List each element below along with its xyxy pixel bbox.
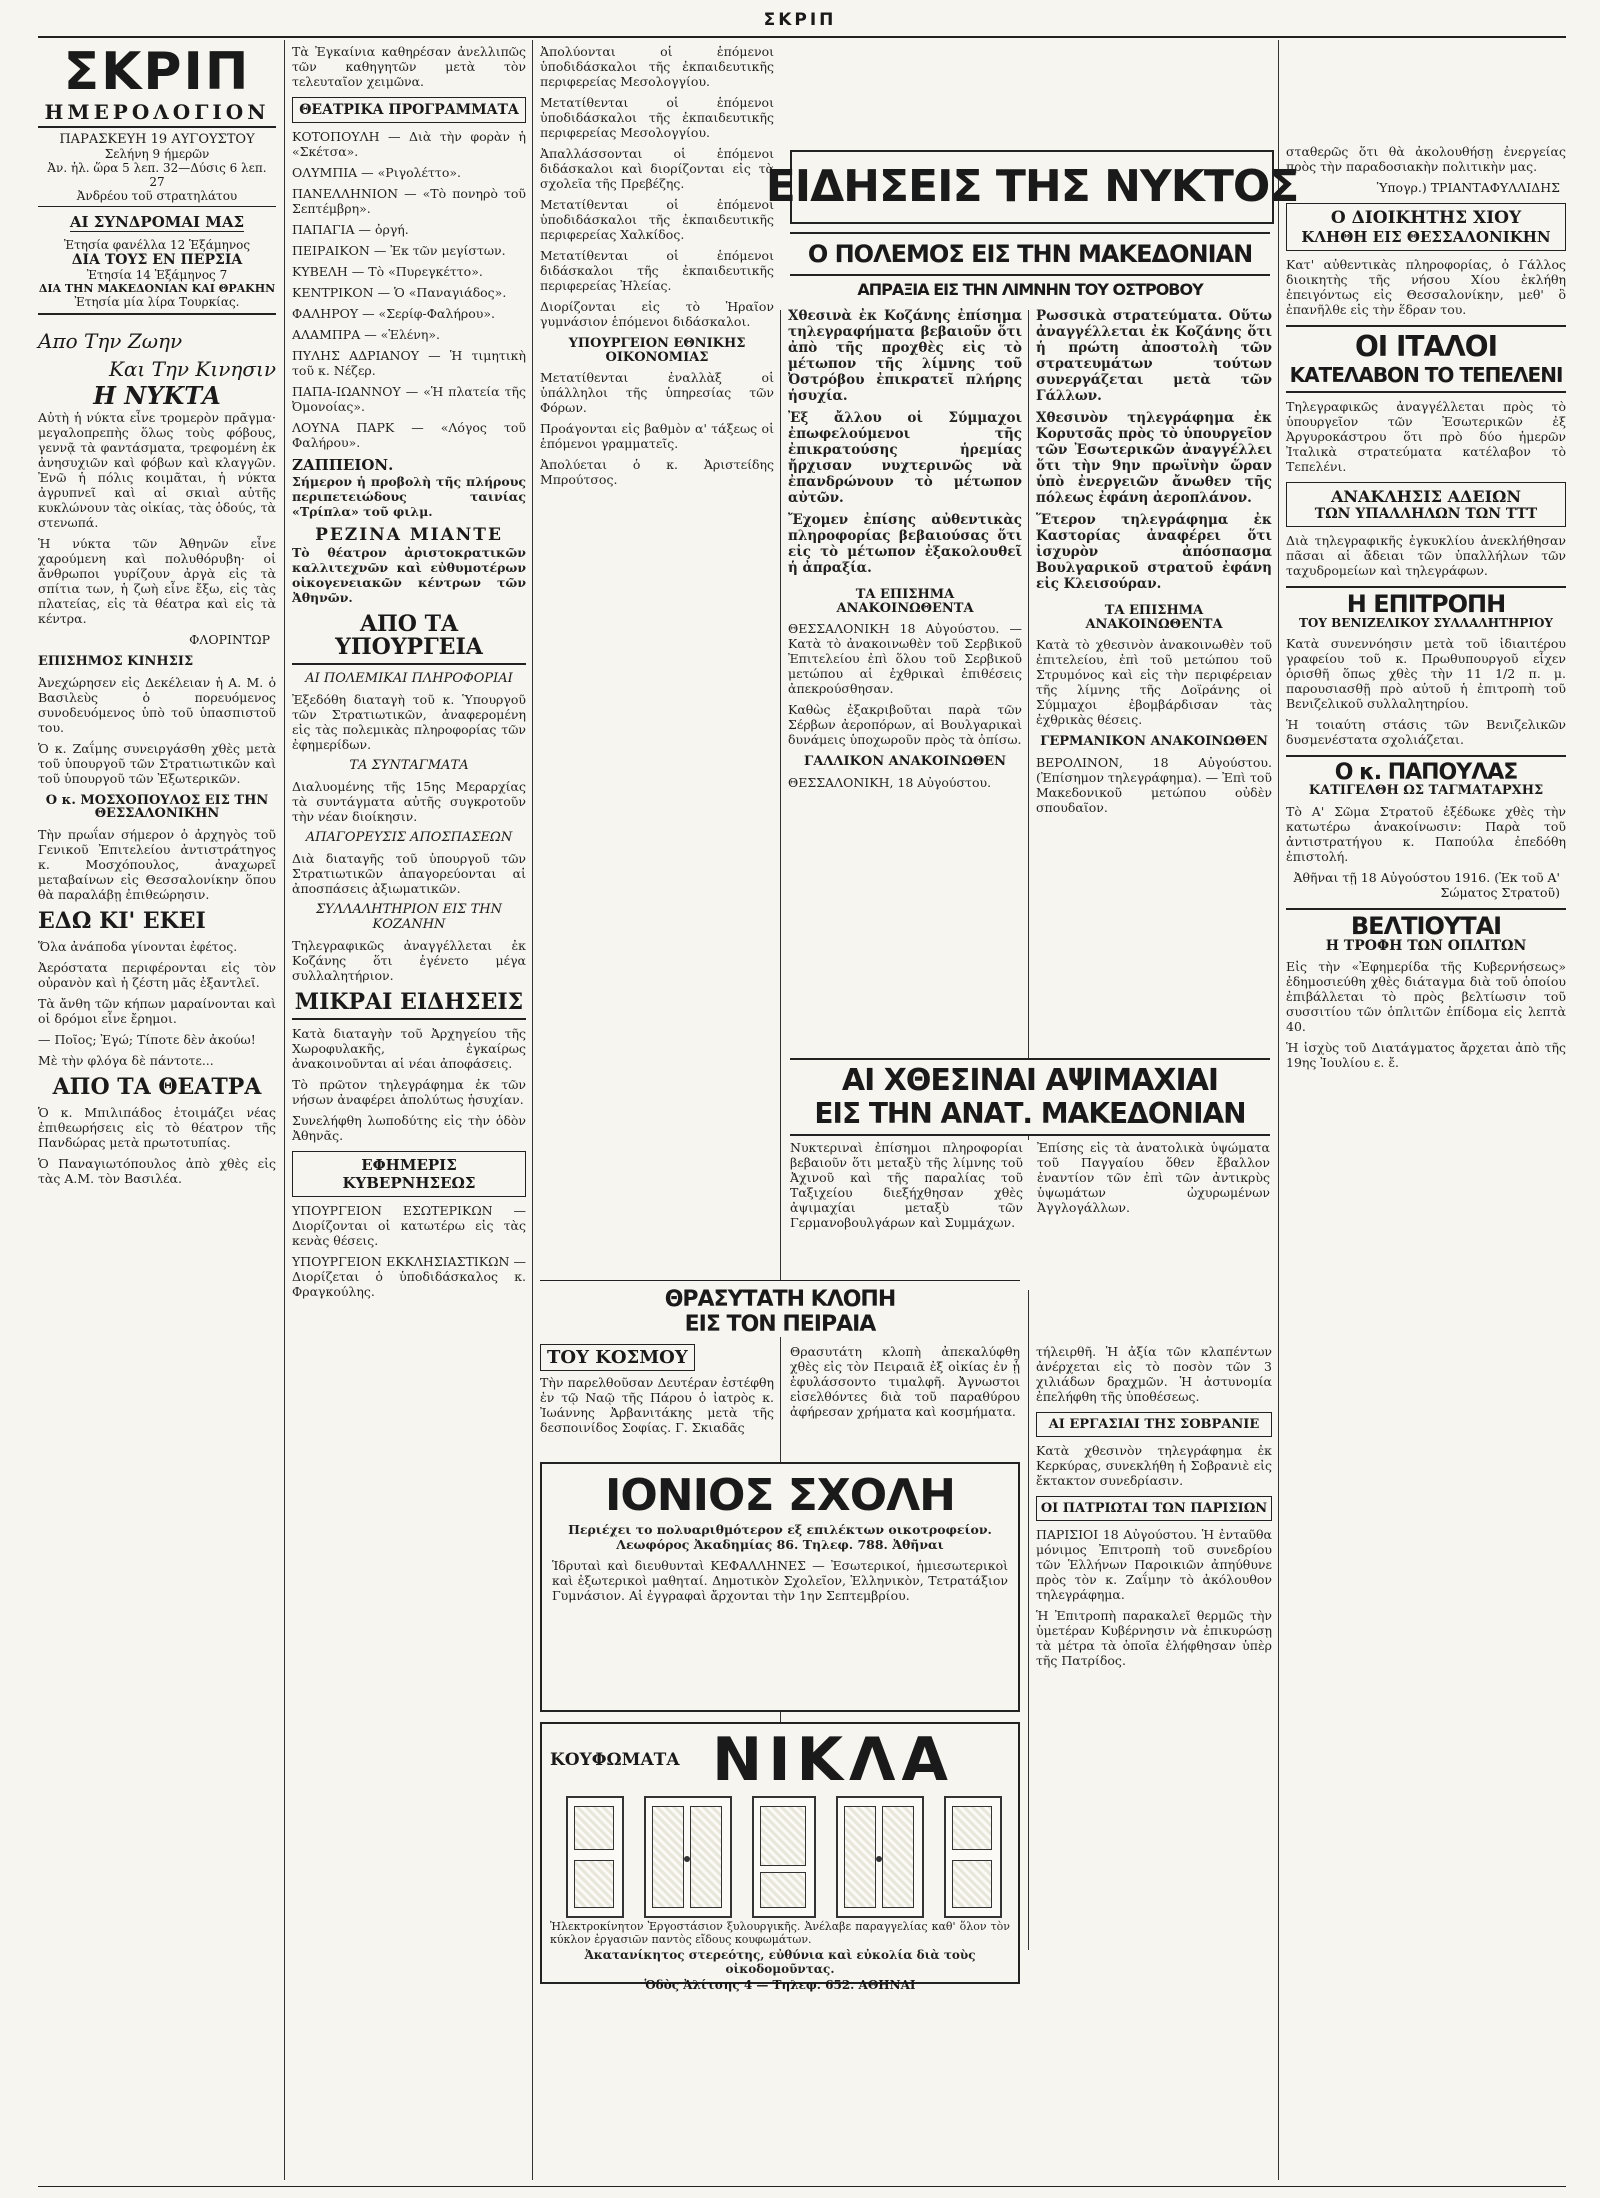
col3-paragraph-2: Μετατίθενται οἱ ἑπόμενοι ὑποδιδάσκαλοι τῆς ἐκπαιδευτικῆς περιφερείας Μεσολογγίου. bbox=[540, 95, 774, 140]
leave-title-2: ΤΩΝ ΥΠΑΛΛΗΛΩΝ ΤΩΝ ΤΤΤ bbox=[1314, 506, 1538, 522]
paris-paragraph-2: Ἡ Ἐπιτροπὴ παρακαλεῖ θερμῶς τὴν ὑμετέραν Κυβέρνησιν νὰ ἐπικυρώσῃ τὰ μέτρα τὰ ὁποῖα ἐλήφθησαν ὑπὲρ τῆς Πατρίδος. bbox=[1036, 1608, 1272, 1668]
theft-continued: τήλειρθῆ. Ἡ ἀξία τῶν κλαπέντων ἀνέρχεται εἰς τὸ ποσὸν τῶν 3 χιλιάδων δραχμῶν. Ἡ ἀστυνομία ἐπελήφθη τῆς ὑποθέσεως. bbox=[1036, 1344, 1272, 1404]
theater-heading: ΑΠΟ ΤΑ ΘΕΑΤΡΑ bbox=[52, 1074, 262, 1101]
door-icon bbox=[836, 1796, 924, 1918]
theft-heading bbox=[540, 1280, 1020, 1337]
subscriptions-line-2: Ἐτησία 14 Ἑξάμηνος 7 bbox=[86, 268, 228, 282]
official-announcements-heading-2: ΤΑ ΕΠΙΣΗΜΑ ΑΝΑΚΟΙΝΩΘΕΝΤΑ bbox=[1085, 603, 1223, 632]
ministries-paragraph-1: Ἐξεδόθη διαταγὴ τοῦ κ. Ὑπουργοῦ τῶν Στρατιωτικῶν, ἀναφερομένη εἰς τὰς πολεμικὰς πληροφορίας τῶν ἐφημερίδων. bbox=[292, 692, 526, 753]
masthead bbox=[38, 44, 276, 315]
masthead-sun: Ἀν. ἡλ. ὥρα 5 λεπ. 32—Δύσις 6 λεπ. 27 bbox=[47, 161, 267, 189]
masthead-saint: Ἀνδρέου τοῦ στρατηλάτου bbox=[38, 189, 276, 207]
program-item: ΠΑΠΑ-ΙΩΑΝΝΟΥ — «Ἡ πλατεία τῆς Ὀμονοίας». bbox=[292, 384, 526, 414]
skirmish-body bbox=[790, 1140, 1270, 1290]
food-heading bbox=[1286, 908, 1566, 954]
nikla-kind: ΚΟΥΦΩΜΑΤΑ bbox=[550, 1750, 680, 1770]
nikla-brand: ΝΙΚΛΑ bbox=[712, 1725, 954, 1795]
food-paragraph: Εἰς τὴν «Ἐφημερίδα τῆς Κυβερνήσεως» ἐδημοσιεύθη χθὲς διάταγμα διὰ τοῦ ὁποίου ἐπιβάλλεται τὸ πρὸς βελτίωσιν τοῦ συσσιτίου τῶν ὁπλιτῶν ἐπίδομα εἰς λεπτὰ 40. bbox=[1286, 959, 1566, 1035]
moschopoulos-heading: Ο κ. ΜΟΣΧΟΠΟΥΛΟΣ ΕΙΣ ΤΗΝ ΘΕΣΣΑΛΟΝΙΚΗΝ bbox=[45, 792, 269, 822]
masthead-title: ΣΚΡΙΠ bbox=[63, 42, 251, 102]
zoe-paragraph-1: Αὐτὴ ἡ νύκτα εἶνε τρομερὸν πρᾶγμα· μεγαλοπρεπὴς ὅλως τοὺς φόβους, γεννᾷ τὰ φαντάσματα, τρεφομένη ἐκ ἀνησυχιῶν καὶ φόβων καὶ κλαγγῶν. Ἐνῶ ἡ πόλις κοιμᾶται, ἡ νύκτα ἀγρυπνεῖ καὶ αἱ σκιαὶ αὐτῆς κυκλώνουν τὰς οἰκίας, τὰς ὁδούς, τὰ στενωπά. bbox=[38, 410, 276, 530]
edo-paragraph-2: Ἀερόστατα περιφέρονται εἰς τὸν οὐρανὸν καὶ ἡ ζέστη μᾶς ἐξαντλεῖ. bbox=[38, 960, 276, 991]
zappeion-paragraph: Σήμερον ἡ προβολὴ τῆς πλήρους περιπετειώδους ταινίας «Τρίπλα» τοῦ φιλμ. bbox=[292, 474, 526, 519]
papoulas-heading bbox=[1286, 755, 1566, 798]
papoulas-title-1: Ο κ. ΠΑΠΟΥΛΑΣ bbox=[1334, 759, 1518, 785]
moschopoulos-paragraph: Τὴν πρωΐαν σήμερον ὁ ἀρχηγὸς τοῦ Γενικοῦ Ἐπιτελείου ἀντιστράτηγος κ. Μοσχόπουλος, ἀναχωρεῖ μεταβαίνων εἰς Θεσσαλονίκην ὅπου θὰ παραλάβῃ ἐπιθεώρησιν. bbox=[38, 826, 276, 902]
chios-title-1: Ο ΔΙΟΙΚΗΤΗΣ ΧΙΟΥ bbox=[1330, 208, 1522, 228]
night-news-banner bbox=[765, 150, 1299, 224]
ostrovo-heading bbox=[790, 280, 1270, 299]
committee-title-2: ΤΟΥ ΒΕΝΙΖΕΛΙΚΟΥ ΣΥΛΛΑΛΗΤΗΡΙΟΥ bbox=[1298, 616, 1553, 631]
subscriptions-macedonia: ΔΙΑ ΤΗΝ ΜΑΚΕΔΟΝΙΑΝ ΚΑΙ ΘΡΑΚΗΝ bbox=[38, 282, 276, 295]
col3-paragraph-3: Ἀπαλλάσσονται οἱ ἑπόμενοι διδάσκαλοι καὶ διορίζονται εἰς τὰ σχολεῖα τῆς Πρεβέζης. bbox=[540, 146, 774, 191]
door-icon bbox=[644, 1796, 732, 1918]
official-movement-heading: ΕΠΙΣΗΜΟΣ ΚΙΝΗΣΙΣ bbox=[38, 654, 194, 669]
nikla-paragraph-2: Ἀκατανίκητος στερεότης, εὐθύνια καὶ εὐκολία διὰ τοὺς οἰκοδομοῦντας. bbox=[584, 1948, 976, 1976]
ministries-heading: ΑΠΟ ΤΑ ΥΠΟΥΡΓΕΙΑ bbox=[292, 613, 526, 665]
italians-paragraph: Τηλεγραφικῶς ἀναγγέλλεται πρὸς τὸ ὑπουργεῖον τῶν Ἐσωτερικῶν ἐξ Ἀργυροκάστρου ὅτι πρὸ δύο ἡμερῶν Ἰταλικὰ στρατεύματα κατέλαβον τὸ Τεπελένι. bbox=[1286, 399, 1566, 474]
zoe-title-3: Η ΝΥΚΤΑ bbox=[93, 381, 221, 410]
official-movement-p2: Ὁ κ. Ζαΐμης συνειργάσθη χθὲς μετὰ τοῦ ὑπουργοῦ τῶν Στρατιωτικῶν καὶ τοῦ ὑπουργοῦ τῶν Ἐξωτερικῶν. bbox=[38, 740, 276, 786]
bottom-rule bbox=[38, 2186, 1566, 2187]
skirmish-heading bbox=[790, 1058, 1270, 1136]
russian-paragraph-1: Ρωσσικὰ στρατεύματα. Οὕτω ἀναγγέλλεται ἐκ Κοζάνης ὅτι ἡ πρώτη ἀποστολὴ τῶν στρατευμάτων τούτων συνεργάζεται μετὰ τῶν Γάλλων. bbox=[1036, 308, 1272, 404]
ionios-school-title: ΙΟΝΙΟΣ ΣΧΟΛΗ bbox=[604, 1470, 955, 1521]
small-news-heading: ΜΙΚΡΑΙ ΕΙΔΗΣΕΙΣ bbox=[292, 991, 526, 1020]
program-item: ΦΑΛΗΡΟΥ — «Σερίφ-Φαλήρου». bbox=[292, 306, 495, 321]
kozani-rally-subheading: ΣΥΛΛΑΛΗΤΗΡΙΟΝ ΕΙΣ ΤΗΝ ΚΟΖΑΝΗΝ bbox=[315, 902, 503, 933]
col-sep-2 bbox=[532, 40, 533, 2180]
subscriptions-line-1: Ἐτησία φανέλλα 12 Ἑξάμηνος bbox=[63, 238, 251, 252]
leave-title-1: ΑΝΑΚΛΗΣΙΣ ΑΔΕΙΩΝ bbox=[1331, 487, 1521, 506]
leave-paragraph: Διὰ τηλεγραφικῆς ἐγκυκλίου ἀνεκλήθησαν πᾶσαι αἱ ἄδειαι τῶν ὑπαλλήλων τῶν ταχυδρομείων καὶ τηλεγράφων. bbox=[1286, 533, 1566, 578]
ionios-school-p2: Ἱδρυταὶ καὶ διευθυνταὶ ΚΕΦΑΛΛΗΝΕΣ — Ἐσωτερικοί, ἡμιεσωτερικοὶ καὶ ἐξωτερικοὶ μαθηταί. Δημοτικὸν Σχολεῖον, Ἑλληνικὸν, Τετρατάξιον Γυμνάσιον. Αἱ ἐγγραφαὶ ἄρχονται τὴν 1ην Σεπτεμβρίου. bbox=[552, 1558, 1008, 1603]
chios-paragraph: Κατ' αὐθεντικὰς πληροφορίας, ὁ Γάλλος διοικητὴς τῆς νήσου Χίου ἐκλήθη ἐπειγόντως εἰς Θεσσαλονίκην, μεθ' ὃ ἐπανῆλθε εἰς τὴν ἕδραν του. bbox=[1286, 257, 1566, 317]
skirmish-paragraph-2: Ἐπίσης εἰς τὰ ἀνατολικὰ ὑψώματα τοῦ Παγγαίου ὅθεν ἔβαλλον ἐναντίον τῶν ἐπὶ τῶν ἀντικρὺς ὑψωμάτων ὠχυρωμένων Ἀγγλογάλλων. bbox=[1037, 1140, 1270, 1215]
column-6 bbox=[1286, 144, 1566, 2184]
zappeion-film: ΡΕΖΙΝΑ ΜΙΑΝΤΕ bbox=[315, 525, 503, 545]
committee-title-1: Η ΕΠΙΤΡΟΠΗ bbox=[1346, 590, 1506, 618]
war-macedonia-heading bbox=[790, 232, 1270, 276]
ministries-paragraph-4: Τηλεγραφικῶς ἀναγγέλλεται ἐκ Κοζάνης ὅτι ἐγένετο μέγα συλλαλητήριον. bbox=[292, 938, 526, 984]
war-info-subheading: ΑΙ ΠΟΛΕΜΙΚΑΙ ΠΛΗΡΟΦΟΡΙΑΙ bbox=[305, 671, 513, 687]
masthead-date: ΠΑΡΑΣΚΕΥΗ 19 ΑΥΓΟΥΣΤΟΥ bbox=[59, 132, 255, 147]
committee-paragraph-2: Ἡ τοιαύτη στάσις τῶν Βενιζελικῶν δυσμενέστατα σχολιάζεται. bbox=[1286, 716, 1566, 747]
leave-recall-heading bbox=[1286, 482, 1566, 527]
theft-title-1: ΘΡΑΣΥΤΑΤΗ ΚΛΟΠΗ bbox=[664, 1287, 896, 1312]
ostrovo-paragraph-3: Ἔχομεν ἐπίσης αὐθεντικὰς πληροφορίας βεβαιούσας ὅτι εἰς τὸ μέτωπον ἐξακολουθεῖ ἡ ἀπραξία. bbox=[788, 512, 1022, 576]
economy-paragraph-1: Μετατίθενται ἐναλλὰξ οἱ ὑπάλληλοι τῆς ὑπηρεσίας τῶν Φόρων. bbox=[540, 370, 774, 416]
programs-heading: ΘΕΑΤΡΙΚΑ ΠΡΟΓΡΑΜΜΑΤΑ bbox=[292, 97, 526, 123]
door-icon bbox=[566, 1796, 624, 1918]
german-heading: ΓΕΡΜΑΝΙΚΟΝ ΑΝΑΚΟΙΝΩΘΕΝ bbox=[1040, 734, 1268, 750]
col3-paragraph-6: Διορίζονται εἰς τὸ Ἡραῖον γυμνάσιον ἑπόμενοι διδάσκαλοι. bbox=[540, 299, 774, 329]
italians-title-1: ΟΙ ΙΤΑΛΟΙ bbox=[1354, 330, 1498, 363]
skirmish-title-2: ΕΙΣ ΤΗΝ ΑΝΑΤ. ΜΑΚΕΔΟΝΙΑΝ bbox=[814, 1097, 1246, 1130]
masthead-moon: Σελήνη 9 ήμερῶν bbox=[104, 147, 210, 161]
government-gazette-heading: ΕΦΗΜΕΡΙΣ ΚΥΒΕΡΝΗΣΕΩΣ bbox=[292, 1151, 526, 1197]
secondment-subheading: ΑΠΑΓΟΡΕΥΣΙΣ ΑΠΟΣΠΑΣΕΩΝ bbox=[305, 830, 513, 846]
nikla-doors-ad bbox=[540, 1722, 1020, 1992]
zoe-heading bbox=[38, 329, 276, 410]
gallic-paragraph: ΘΕΣΣΑΛΟΝΙΚΗ, 18 Αὐγούστου. bbox=[788, 774, 992, 790]
committee-paragraph-1: Κατὰ συνεννόησιν μετὰ τοῦ ἰδιαιτέρου γραφείου τοῦ κ. Πρωθυπουργοῦ εἶχεν ὁρισθῆ ὅπως χθὲς τὴν 11 1/2 π. μ. παρουσιασθῇ πρὸ αὐτοῦ ἡ ἐπιτροπὴ τοῦ Βενιζελικοῦ συλλαλητηρίου. bbox=[1286, 635, 1566, 711]
paris-patriots-heading: ΟΙ ΠΑΤΡΙΩΤΑΙ ΤΩΝ ΠΑΡΙΣΙΩΝ bbox=[1036, 1496, 1272, 1521]
food-title-1: ΒΕΛΤΙΟΥΤΑΙ bbox=[1350, 911, 1502, 940]
ostrovo-paragraph-2: Ἐξ ἄλλου οἱ Σύμμαχοι ἐπωφελούμενοι τῆς ἐπικρατούσης ἡρεμίας ἤρχισαν νυχτερινῶς νὰ ἐπανδρώνουν τὸ μέτωπον αὐτῶν. bbox=[788, 410, 1022, 506]
programs-list bbox=[292, 129, 526, 450]
nikla-address: Ὁδὸς Ἀλίτσης 4 — Τηλεφ. 652. ΑΘΗΝΑΙ bbox=[644, 1978, 916, 1992]
col-sep-5 bbox=[1278, 40, 1279, 2180]
ostrovo-paragraph-1: Χθεσινὰ ἐκ Κοζάνης ἐπίσημα τηλεγραφήματα βεβαιοῦν ὅτι ἀπὸ τῆς προχθὲς εἰς τὸ μέτωπον τῆς λίμνης τοῦ Ὀστρόβου ἐπικρατεῖ πλήρης ἡσυχία. bbox=[788, 308, 1022, 404]
war-macedonia-title: Ο ΠΟΛΕΜΟΣ ΕΙΣ ΤΗΝ ΜΑΚΕΔΟΝΙΑΝ bbox=[807, 240, 1253, 268]
top-rule bbox=[38, 36, 1566, 38]
zoe-signature: ΦΛΟΡΙΝΤΩΡ bbox=[189, 632, 270, 647]
program-item: ΚΟΤΟΠΟΥΛΗ — Διὰ τὴν φορὰν ἡ «Σκέτσα». bbox=[292, 129, 526, 159]
regiments-subheading: ΤΑ ΣΥΝΤΑΓΜΑΤΑ bbox=[349, 758, 469, 774]
program-item: ΚΕΝΤΡΙΚΟΝ — Ὁ «Παναγιάδος». bbox=[292, 285, 507, 300]
door-icon bbox=[944, 1796, 1002, 1918]
ionios-school-p1: Περιέχει το πολυαριθμότερον εξ επιλέκτων οικοτροφείον. Λεωφόρος Ἀκαδημίας 86. Τηλεφ. 788. Ἀθῆναι bbox=[568, 1522, 992, 1552]
program-item: ΠΑΠΑΓΙΑ — ὀργή. bbox=[292, 222, 409, 237]
world-section bbox=[540, 1344, 774, 1454]
chios-title-2: ΚΛΗΘΗ ΕΙΣ ΘΕΣΣΑΛΟΝΙΚΗΝ bbox=[1301, 228, 1551, 246]
theft-title-2: ΕΙΣ ΤΟΝ ΠΕΙΡΑΙΑ bbox=[684, 1312, 876, 1337]
russian-paragraph-3: Ἕτερον τηλεγράφημα ἐκ Καστορίας ἀναφέρει ὅτι ἰσχυρὸν ἀπόσπασμα Βουλγαρικοῦ στρατοῦ ἐφάνη εἰς Κλεισούραν. bbox=[1036, 512, 1272, 592]
running-head-title: ΣΚΡΙΠ bbox=[763, 10, 837, 30]
official-announcement-p2: Καθὼς ἐξακριβοῦται παρὰ τῶν Σέρβων ἀεροπόρων, αἱ Βουλγαρικαὶ δυνάμεις ὑποχωροῦν πρὸς τὰ ὀπίσω. bbox=[788, 702, 1022, 748]
government-gazette-p1: ΥΠΟΥΡΓΕΙΟΝ ΕΣΩΤΕΡΙΚΩΝ — Διορίζονται οἱ κατωτέρω εἰς τὰς κενὰς θέσεις. bbox=[292, 1203, 526, 1249]
program-item: ΠΑΝΕΛΛΗΝΙΟΝ — «Τὸ πονηρὸ τοῦ Σεπτέμβρη». bbox=[292, 186, 526, 216]
economy-paragraph-3: Ἀπολύεται ὁ κ. Ἀριστείδης Μπρούτσος. bbox=[540, 457, 774, 488]
theater-end-paragraph: Τὰ Ἐγκαίνια καθηρέσαν ἀνελλιπῶς τῶν καθηγητῶν μετὰ τὸν τελευταῖον χειμῶνα. bbox=[292, 44, 526, 89]
edo-paragraph-5: Μὲ τὴν φλόγα δὲ πάντοτε... bbox=[38, 1053, 214, 1069]
small-news-p1: Κατὰ διαταγὴν τοῦ Ἀρχηγείου τῆς Χωροφυλακῆς, ἐγκαίρως ἀνακοινοῦνται αἱ νέαι ἀποφάσεις. bbox=[292, 1026, 526, 1072]
world-paragraph: Τὴν παρελθοῦσαν Δευτέραν ἐστέφθη ἐν τῷ Ναῷ τῆς Πάρου ὁ ἰατρὸς κ. Ἰωάννης Ἀρβανιτάκης μετὰ τῆς δεσποινίδος Σοφίας. Γ. Σκιαδᾶς bbox=[540, 1375, 774, 1435]
paris-paragraph-1: ΠΑΡΙΣΙΟΙ 18 Αὐγούστου. Ἡ ἐνταῦθα μόνιμος Ἐπιτροπὴ τοῦ συνεδρίου τῶν Ἑλλήνων Παροικιῶν ἀπηύθυνε πρὸς τὸν κ. Ζαΐμην τὸ ἀκόλουθον τηλεγράφημα. bbox=[1036, 1527, 1272, 1602]
official-announcement-p1: ΘΕΣΣΑΛΟΝΙΚΗ 18 Αὐγούστου. — Κατὰ τὸ ἀνακοινωθὲν τοῦ Σερβικοῦ Ἐπιτελείου ἐπὶ ὅλου τοῦ Σερβικοῦ μετώπου αἱ ἐχθρικαὶ ἐπιθέσεις ἀπεκρούσθησαν. bbox=[788, 621, 1022, 697]
night-news-banner-title: ΕΙΔΗΣΕΙΣ ΤΗΣ ΝΥΚΤΟΣ bbox=[765, 161, 1299, 212]
theft-body bbox=[790, 1344, 1020, 1454]
program-item: ΚΥΒΕΛΗ — Τὸ «Πυρεγκέττο». bbox=[292, 264, 483, 279]
small-news-p3: Συνελήφθη λωποδύτης εἰς τὴν ὁδὸν Ἀθηνᾶς. bbox=[292, 1113, 526, 1144]
zoe-paragraph-2: Ἡ νύκτα τῶν Ἀθηνῶν εἶνε χαρούμενη καὶ πολυθόρυβη· οἱ ἄνθρωποι γυρίζουν ἀργὰ εἰς τὰ σπίτια των, ἡ ζωὴ εἶνε ἔξω, εἰς τὰς πλατείας, εἰς τὰ θέατρα καὶ εἰς τὰ κέντρα. bbox=[38, 536, 276, 626]
ionios-school-ad bbox=[540, 1462, 1020, 1712]
food-title-2: Η ΤΡΟΦΗ ΤΩΝ ΟΠΛΙΤΩΝ bbox=[1325, 937, 1527, 954]
official-announcements-heading: ΤΑ ΕΠΙΣΗΜΑ ΑΝΑΚΟΙΝΩΘΕΝΤΑ bbox=[836, 587, 974, 616]
edo-paragraph-1: Ὅλα ἀνάποδα γίνονται ἐφέτος. bbox=[38, 939, 238, 955]
italians-heading bbox=[1286, 325, 1566, 393]
food-paragraph-2: Ἡ ἰσχὺς τοῦ Διατάγματος ἄρχεται ἀπὸ τῆς 19ης Ἰουλίου ε. ἔ. bbox=[1286, 1040, 1566, 1071]
program-item: ΟΛΥΜΠΙΑ — «Ριγολέττο». bbox=[292, 165, 461, 180]
ostrovo-title: ΑΠΡΑΞΙΑ ΕΙΣ ΤΗΝ ΛΙΜΝΗΝ ΤΟΥ ΟΣΤΡΟΒΟΥ bbox=[857, 280, 1203, 299]
papoulas-signature: Ἀθῆναι τῇ 18 Αὐγούστου 1916. (Ἐκ τοῦ Α' Σώματος Στρατοῦ) bbox=[1293, 869, 1560, 900]
running-head bbox=[0, 10, 1600, 30]
skirmish-paragraph-1: Νυκτεριναὶ ἐπίσημοι πληροφορίαι βεβαιοῦν ὅτι μεταξὺ τῆς λίμνης τοῦ Ἀχινοῦ καὶ τῆς παραλίας τοῦ Ταξιχείου διεξήχθησαν χθὲς ἀψιμαχίαι μεταξὺ τῶν Γερμανοβουλγάρων καὶ Συμμάχων. bbox=[790, 1140, 1023, 1230]
right-paragraph-1: σταθερῶς ὅτι θὰ ἀκολουθήσῃ ἐνεργείας πρὸς τὴν παραδοσιακὴν πολιτικὴν μας. bbox=[1286, 144, 1566, 174]
skirmish-title-1: ΑΙ ΧΘΕΣΙΝΑΙ ΑΨΙΜΑΧΙΑΙ bbox=[841, 1063, 1219, 1098]
column-1 bbox=[38, 44, 276, 2184]
committee-heading bbox=[1286, 586, 1566, 630]
german-paragraph: ΒΕΡΟΛΙΝΟΝ, 18 Αὐγούστου. (Ἐπίσημον τηλεγράφημα). — Ἐπὶ τοῦ Μακεδονικοῦ μετώπου οὐδὲν σπουδαῖον. bbox=[1036, 754, 1272, 815]
masthead-subtitle: ΗΜΕΡΟΛΟΓΙΟΝ bbox=[38, 100, 276, 128]
edo-kiekei-heading: ΕΔΩ ΚΙ' ΕΚΕΙ bbox=[38, 907, 206, 934]
column-2 bbox=[292, 44, 526, 2184]
economy-ministry-heading: ΥΠΟΥΡΓΕΙΟΝ ΕΘΝΙΚΗΣ ΟΙΚΟΝΟΜΙΑΣ bbox=[568, 336, 746, 365]
edo-paragraph-4: — Ποῖος; Ἐγώ; Τίποτε δὲν ἀκούω! bbox=[38, 1032, 256, 1048]
nikla-paragraph-1: Ἠλεκτροκίνητον Ἐργοστάσιον ξυλουργικῆς. Ἀνέλαβε παραγγελίας καθ' ὅλον τὸν κύκλον ἐργασιῶν παντὸς εἴδους κουφωμάτων. bbox=[550, 1920, 1010, 1946]
ministries-paragraph-3: Διὰ διαταγῆς τοῦ ὑπουργοῦ τῶν Στρατιωτικῶν ἀπαγορεύονται αἱ ἀποσπάσεις ἀξιωματικῶν. bbox=[292, 851, 526, 897]
column-5-lower bbox=[1036, 1344, 1272, 2164]
zappeion-title: ΖΑΠΠΕΙΟΝ. bbox=[292, 456, 394, 474]
papoulas-paragraph: Τὸ Α' Σῶμα Στρατοῦ ἐξέδωκε χθὲς τὴν κατωτέρω ἀνακοίνωσιν: Παρὰ τοῦ ἀντιστρατήγου κ. Παπούλα ἐπεδόθη ἐπιστολή. bbox=[1286, 803, 1566, 864]
subscriptions-persia: ΔΙΑ ΤΟΥΣ ΕΝ ΠΕΡΣΙΑ bbox=[71, 252, 243, 268]
col-sep-1 bbox=[284, 40, 285, 2180]
subscriptions-line-3: Ἐτησία μία λίρα Τουρκίας. bbox=[38, 295, 276, 315]
col3-paragraph-4: Μετατίθενται οἱ ἑπόμενοι ὑποδιδάσκαλοι τῆς ἐκπαιδευτικῆς περιφερείας Χαλκίδος. bbox=[540, 197, 774, 242]
official-announcement-p3: Κατὰ τὸ χθεσινὸν ἀνακοινωθὲν τοῦ ἐπιτελείου, ἐπὶ τοῦ μετώπου τοῦ Στρυμόνος καὶ εἰς τὴν περιφέρειαν τῆς λίμνης τῆς Δοϊράνης οἱ Σύμμαχοι ἐβομβάρδισαν τὰς ἐχθρικὰς θέσεις. bbox=[1036, 637, 1272, 728]
gallic-heading: ΓΑΛΛΙΚΟΝ ΑΝΑΚΟΙΝΩΘΕΝ bbox=[804, 754, 1006, 770]
nikla-text bbox=[550, 1920, 1010, 1992]
right-signature: Ὑπογρ.) ΤΡΙΑΝΤΑΦΥΛΛΙΔΗΣ bbox=[1376, 180, 1560, 195]
economy-paragraph-2: Προάγονται εἰς βαθμὸν α' τάξεως οἱ ἑπόμενοι γραμματεῖς. bbox=[540, 421, 774, 452]
program-item: ΠΕΙΡΑΙΚΟΝ — Ἐκ τῶν μεγίστων. bbox=[292, 243, 506, 258]
ministries-paragraph-2: Διαλυομένης τῆς 15ης Μεραρχίας τὰ συντάγματα αὐτῆς συγκροτοῦν τὴν νέαν διοίκησιν. bbox=[292, 779, 526, 825]
theater-paragraph: Ὁ κ. Μπιλιπάδος ἑτοιμάζει νέας ἐπιθεωρήσεις εἰς τὸ θέατρον τῆς Πανδώρας μετὰ πρωτοτυπίας. bbox=[38, 1105, 276, 1151]
col3-paragraph-5: Μετατίθενται οἱ ἑπόμενοι διδάσκαλοι τῆς ἐκπαιδευτικῆς περιφερείας Ἠλείας. bbox=[540, 248, 774, 293]
russian-paragraph-2: Χθεσινὸν τηλεγράφημα ἐκ Κορυτσᾶς πρὸς τὸ ὑπουργεῖον τῶν Ἐσωτερικῶν ἀναγγέλλει ὅτι τὴν 9ην πρωϊνὴν ὥραν ὑπὸ ἐνεργειῶν ἄνωθεν τῆς πόλεως ἐφάνη ἀεροπλάνον. bbox=[1036, 410, 1272, 506]
chios-governor-heading bbox=[1286, 203, 1566, 251]
zoe-title-2: Και Την Κινησιν bbox=[108, 357, 276, 381]
subscriptions-heading: ΑΙ ΣΥΝΔΡΟΜΑΙ ΜΑΣ bbox=[69, 213, 245, 231]
program-item: ΛΟΥΝΑ ΠΑΡΚ — «Λόγος τοῦ Φαλήρου». bbox=[292, 420, 526, 450]
italians-title-2: ΚΑΤΕΛΑΒΟΝ ΤΟ ΤΕΠΕΛΕΝΙ bbox=[1289, 363, 1563, 387]
papoulas-title-2: ΚΑΤΙΓΕΛΘΗ ΩΣ ΤΑΓΜΑΤΑΡΧΗΣ bbox=[1308, 782, 1544, 798]
small-news-p2: Τὸ πρῶτον τηλεγράφημα ἐκ τῶν νήσων ἀναφέρει ἀπολύτως ἡσυχίαν. bbox=[292, 1077, 526, 1108]
theft-paragraph: Θρασυτάτη κλοπὴ ἀπεκαλύφθη χθὲς εἰς τὸν Πειραιᾶ ἐξ οἰκίας ἐν ᾗ ἐφυλάσσοντο τιμαλφῆ. Ἀγνωστοι εἰσελθόντες διὰ τοῦ παραθύρου ἀφήρεσαν χρήματα καὶ κοσμήματα. bbox=[790, 1344, 1020, 1419]
edo-paragraph-3: Τὰ ἄνθη τῶν κήπων μαραίνονται καὶ οἱ δρόμοι εἶνε ἔρημοι. bbox=[38, 996, 276, 1027]
program-item: ΑΛΑΜΠΡΑ — «Ἑλένη». bbox=[292, 327, 440, 342]
zoe-title-1: Απο Την Ζωην bbox=[38, 329, 183, 353]
door-icon bbox=[752, 1796, 816, 1918]
col3-paragraph-1: Ἀπολύονται οἱ ἑπόμενοι ὑποδιδάσκαλοι τῆς ἐκπαιδευτικῆς περιφερείας Μεσολογγίου. bbox=[540, 44, 774, 89]
column-3 bbox=[540, 44, 774, 1464]
door-illustrations bbox=[542, 1796, 1018, 1916]
theater-paragraph-2: Ὁ Παναγιωτόπουλος ἀπὸ χθὲς εἰς τὰς Α.Μ. τὸν Βασιλέα. bbox=[38, 1156, 276, 1187]
zappeion-paragraph-2: Τὸ θέατρον ἀριστοκρατικῶν καλλιτεχνῶν καὶ εὐθυμοτέρων οἰκογενειακῶν κέντρων τῶν Ἀθηνῶν. bbox=[292, 545, 526, 605]
world-heading: ΤΟΥ ΚΟΣΜΟΥ bbox=[540, 1344, 695, 1371]
program-item: ΠΥΛΗΣ ΑΔΡΙΑΝΟΥ — Ἡ τιμητικὴ τοῦ κ. Νέζερ. bbox=[292, 348, 526, 378]
official-movement-p1: Ἀνεχώρησεν εἰς Δεκέλειαν ἡ Α. Μ. ὁ Βασιλεὺς ὁ πορευόμενος συνοδευόμενος ὑπὸ τοῦ ὑπασπιστοῦ του. bbox=[38, 674, 276, 735]
sobrania-heading: ΑΙ ΕΡΓΑΣΙΑΙ ΤΗΣ ΣΟΒΡΑΝΙΕ bbox=[1036, 1412, 1272, 1437]
sobrania-paragraph: Κατὰ χθεσινὸν τηλεγράφημα ἐκ Κερκύρας, συνεκλήθη ἡ Σοβρανιὲ εἰς ἔκτακτον συνεδρίασιν. bbox=[1036, 1443, 1272, 1488]
government-gazette-p2: ΥΠΟΥΡΓΕΙΟΝ ΕΚΚΛΗΣΙΑΣΤΙΚΩΝ — Διορίζεται ὁ ὑποδιδάσκαλος κ. Φραγκούλης. bbox=[292, 1254, 526, 1300]
